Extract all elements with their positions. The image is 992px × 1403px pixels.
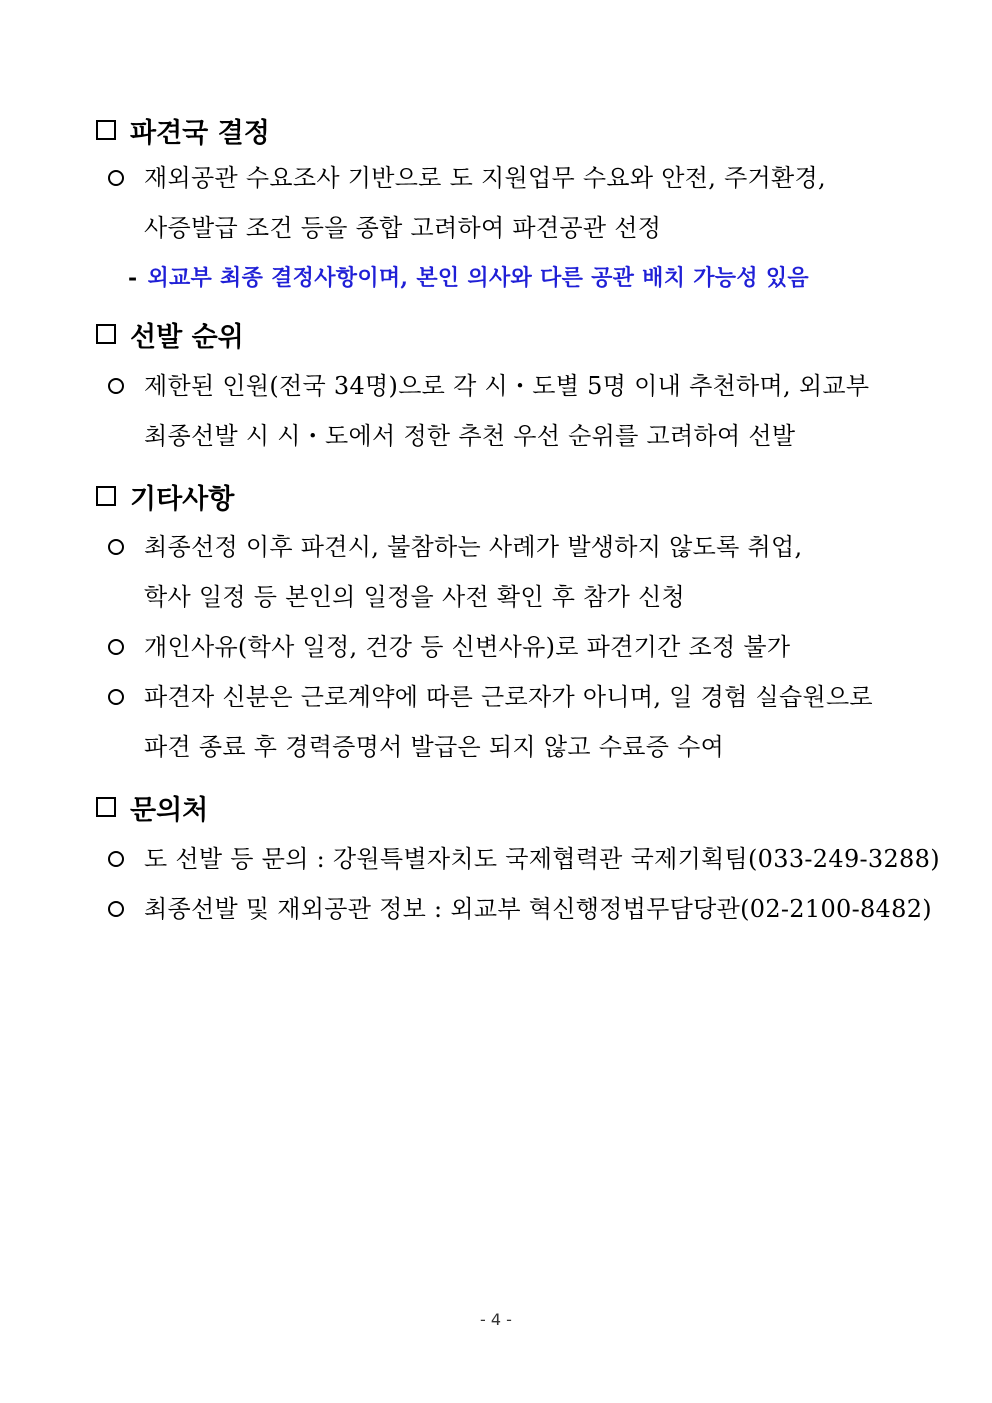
bullet-item [108, 629, 790, 665]
circle-bullet-icon [108, 539, 124, 555]
bullet-item [108, 679, 873, 715]
circle-bullet-icon [108, 170, 124, 186]
circle-bullet-icon [108, 901, 124, 917]
section-title: 문의처 [130, 794, 209, 826]
bullet-continuation: 최종선발 시 시・도에서 정한 추천 우선 순위를 고려하여 선발 [144, 422, 796, 450]
section-title: 선발 순위 [130, 321, 244, 353]
checkbox-square-icon [96, 120, 116, 140]
page-number: - 4 - [480, 1310, 512, 1329]
bullet-continuation: 학사 일정 등 본인의 일정을 사전 확인 후 참가 신청 [144, 583, 686, 611]
bullet-text: 도 선발 등 문의 : 강원특별자치도 국제협력관 국제기획팀(033-249-3288) [144, 845, 940, 873]
note-text: 외교부 최종 결정사항이며, 본인 의사와 다른 공관 배치 가능성 있음 [147, 265, 809, 291]
circle-bullet-icon [108, 689, 124, 705]
bullet-text: 최종선발 및 재외공관 정보 : 외교부 혁신행정법무담당관(02-2100-8482) [144, 895, 932, 923]
section-title: 기타사항 [130, 483, 235, 515]
note-item [128, 260, 809, 296]
bullet-text: 개인사유(학사 일정, 건강 등 신변사유)로 파견기간 조정 불가 [144, 633, 791, 661]
section-heading-contact [96, 787, 208, 827]
checkbox-square-icon [96, 797, 116, 817]
section-heading-dispatch-country [96, 110, 270, 150]
circle-bullet-icon [108, 851, 124, 867]
section-title: 파견국 결정 [130, 117, 270, 149]
bullet-continuation: 사증발급 조건 등을 종합 고려하여 파견공관 선정 [144, 214, 662, 242]
bullet-text: 최종선정 이후 파견시, 불참하는 사례가 발생하지 않도록 취업, [144, 533, 803, 561]
bullet-text: 재외공관 수요조사 기반으로 도 지원업무 수요와 안전, 주거환경, [144, 164, 826, 192]
bullet-item [108, 368, 869, 404]
circle-bullet-icon [108, 639, 124, 655]
bullet-text: 파견자 신분은 근로계약에 따른 근로자가 아니며, 일 경험 실습원으로 [144, 683, 873, 711]
circle-bullet-icon [108, 378, 124, 394]
section-heading-selection-order [96, 314, 244, 354]
checkbox-square-icon [96, 486, 116, 506]
bullet-item [108, 891, 932, 927]
bullet-item [108, 529, 802, 565]
section-heading-other-matters [96, 476, 234, 516]
bullet-item [108, 160, 826, 196]
checkbox-square-icon [96, 324, 116, 344]
bullet-item [108, 841, 940, 877]
bullet-continuation: 파견 종료 후 경력증명서 발급은 되지 않고 수료증 수여 [144, 733, 725, 761]
bullet-text: 제한된 인원(전국 34명)으로 각 시・도별 5명 이내 추천하며, 외교부 [144, 372, 870, 400]
dash-marker: - [128, 265, 138, 291]
